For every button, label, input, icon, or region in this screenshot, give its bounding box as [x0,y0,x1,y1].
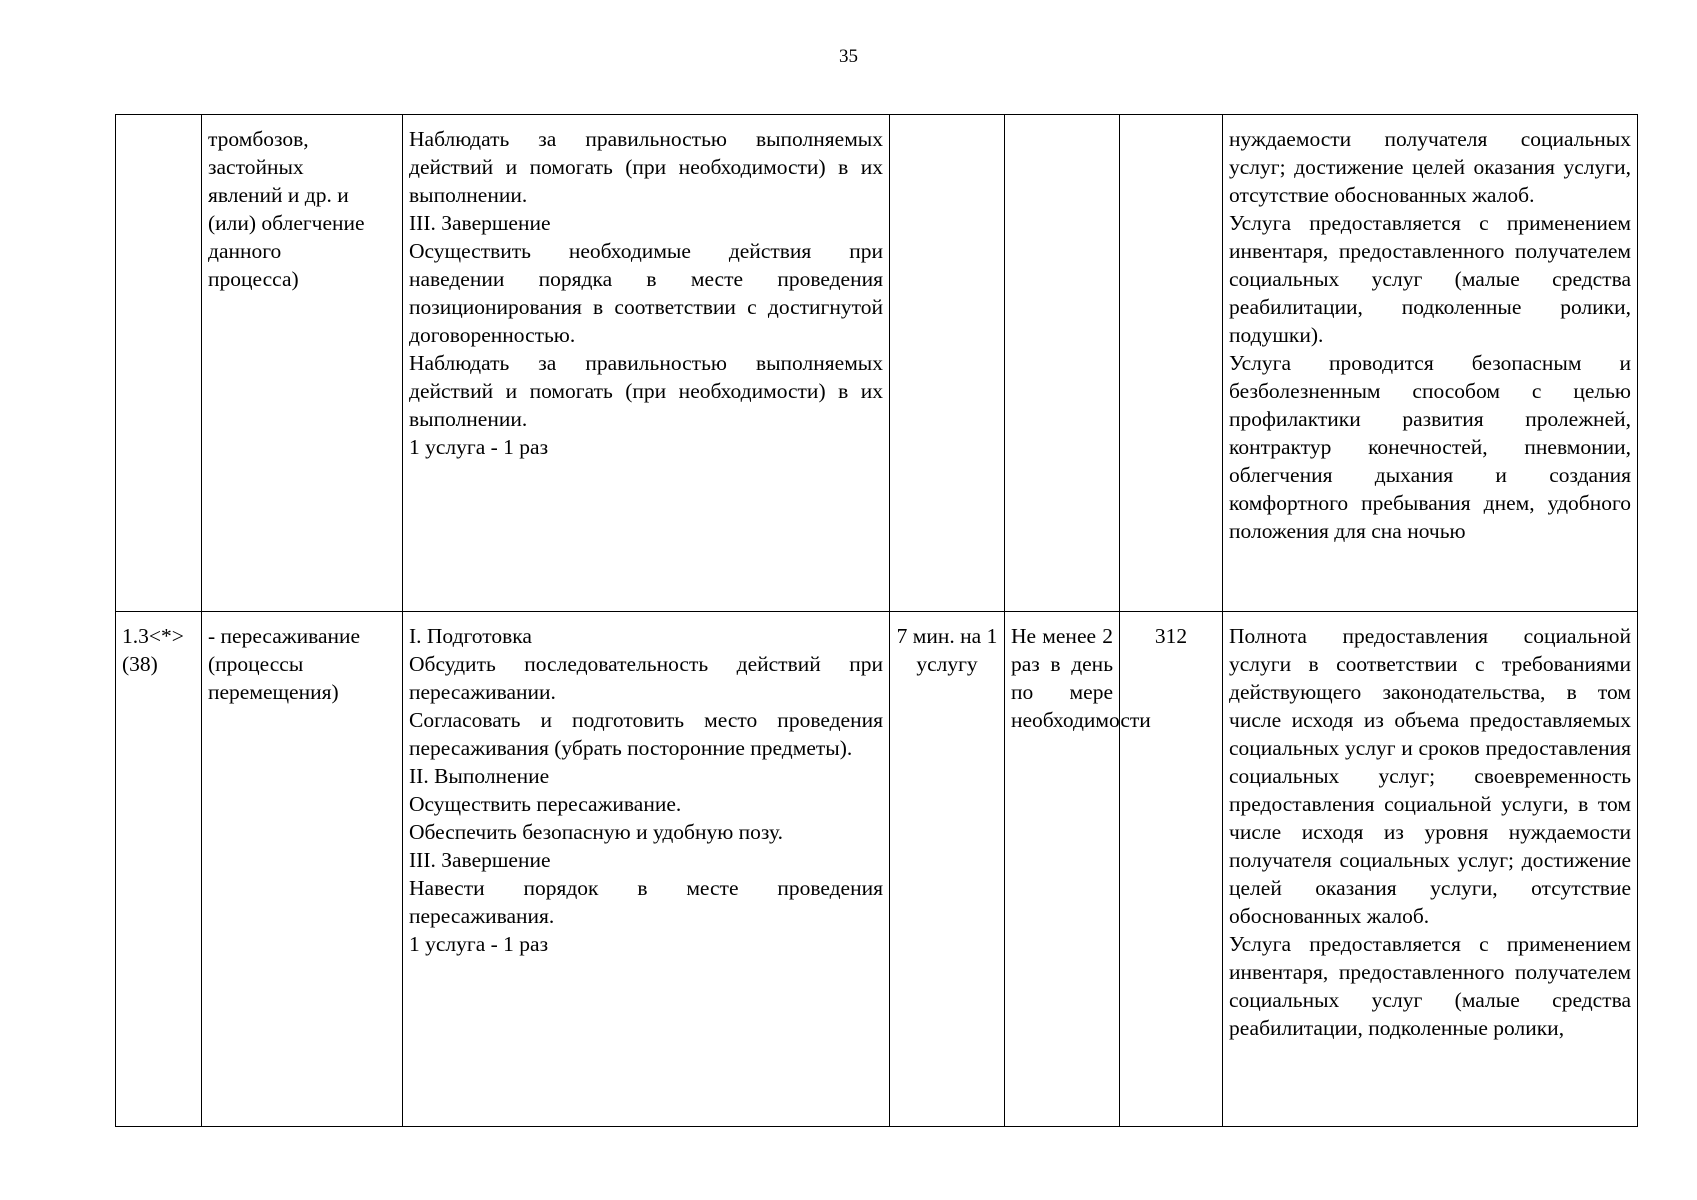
action-paragraph: 1 услуга - 1 раз [409,932,549,956]
service-quality-cell [1223,115,1638,612]
page-number: 35 [839,46,858,67]
quality-paragraph: Полнота предоставления социальной услуги в соответствии с требованиями действующего законодательства, в том числе исходя из объема предоставляемых социальных услуг и сроков предоставления социальных услуг; своевременность предоставления социальной услуги, в том числе исходя из уровня нуждаемости получателя социальных услуг; достижение целей оказания услуги, отсутствие обоснованных жалоб. [1229,624,1631,928]
action-paragraph: Обеспечить безопасную и удобную позу. [409,820,783,844]
quality-paragraph: Услуга предоставляется с применением инвентаря, предоставленного получателем социальных услуг (малые средства реабилитации, подколенные ролики, подушки). [1229,211,1631,347]
service-number-cell [116,612,202,1127]
action-paragraph: III. Завершение [409,848,551,872]
service-number-ref: (38) [122,652,158,676]
action-paragraph: Наблюдать за правильностью выполняемых действий и помогать (при необходимости) в их выполнении. [409,127,883,207]
table-row [116,115,1638,612]
service-time-cell [890,115,1005,612]
action-paragraph: I. Подготовка [409,624,532,648]
action-paragraph: Осуществить необходимые действия при наведении порядка в месте проведения позиционирования в соответствии с достигнутой договоренностью. [409,239,883,347]
service-time-cell: 7 мин. на 1 услугу [890,612,1005,1127]
services-table [115,114,1638,1127]
quality-paragraph: Услуга предоставляется с применением инвентаря, предоставленного получателем социальных услуг (малые средства реабилитации, подколенные ролики, [1229,932,1631,1040]
service-volume-cell [1120,115,1223,612]
action-paragraph: Навести порядок в месте проведения пересаживания. [409,876,883,928]
service-actions-cell [403,115,890,612]
service-name-cell [202,115,403,612]
action-paragraph: Осуществить пересаживание. [409,792,682,816]
service-number-cell [116,115,202,612]
action-paragraph: II. Выполнение [409,764,550,788]
service-name-line: процесса) [208,267,299,291]
service-name-line: тромбозов, [208,127,309,151]
service-volume-cell: 312 [1120,612,1223,1127]
quality-paragraph: Услуга проводится безопасным и безболезненным способом с целью профилактики развития пролежней, контрактур конечностей, пневмонии, облегчения дыхания и создания комфортного пребывания днем, удобного положения для сна ночью [1229,351,1631,543]
service-quality-cell [1223,612,1638,1127]
service-number: 1.3<*> [122,624,184,648]
service-name-line: застойных [208,155,304,179]
service-name-line: данного [208,239,282,263]
quality-paragraph: нуждаемости получателя социальных услуг; достижение целей оказания услуги, отсутствие обоснованных жалоб. [1229,127,1631,207]
action-paragraph: III. Завершение [409,211,551,235]
service-name-line: явлений и др. и [208,183,349,207]
action-paragraph: 1 услуга - 1 раз [409,435,549,459]
service-actions-cell [403,612,890,1127]
service-name-line: - пересаживание [208,624,361,648]
service-name-line: (или) облегчение [208,211,365,235]
table-row [116,612,1638,1127]
service-frequency-cell: Не менее 2 раз в день по мере необходимости [1005,612,1120,1127]
action-paragraph: Согласовать и подготовить место проведения пересаживания (убрать посторонние предметы). [409,708,883,760]
service-name-line: перемещения) [208,680,339,704]
service-frequency-cell [1005,115,1120,612]
service-name-cell [202,612,403,1127]
action-paragraph: Наблюдать за правильностью выполняемых действий и помогать (при необходимости) в их выполнении. [409,351,883,431]
service-name-line: (процессы [208,652,304,676]
action-paragraph: Обсудить последовательность действий при пересаживании. [409,652,883,704]
